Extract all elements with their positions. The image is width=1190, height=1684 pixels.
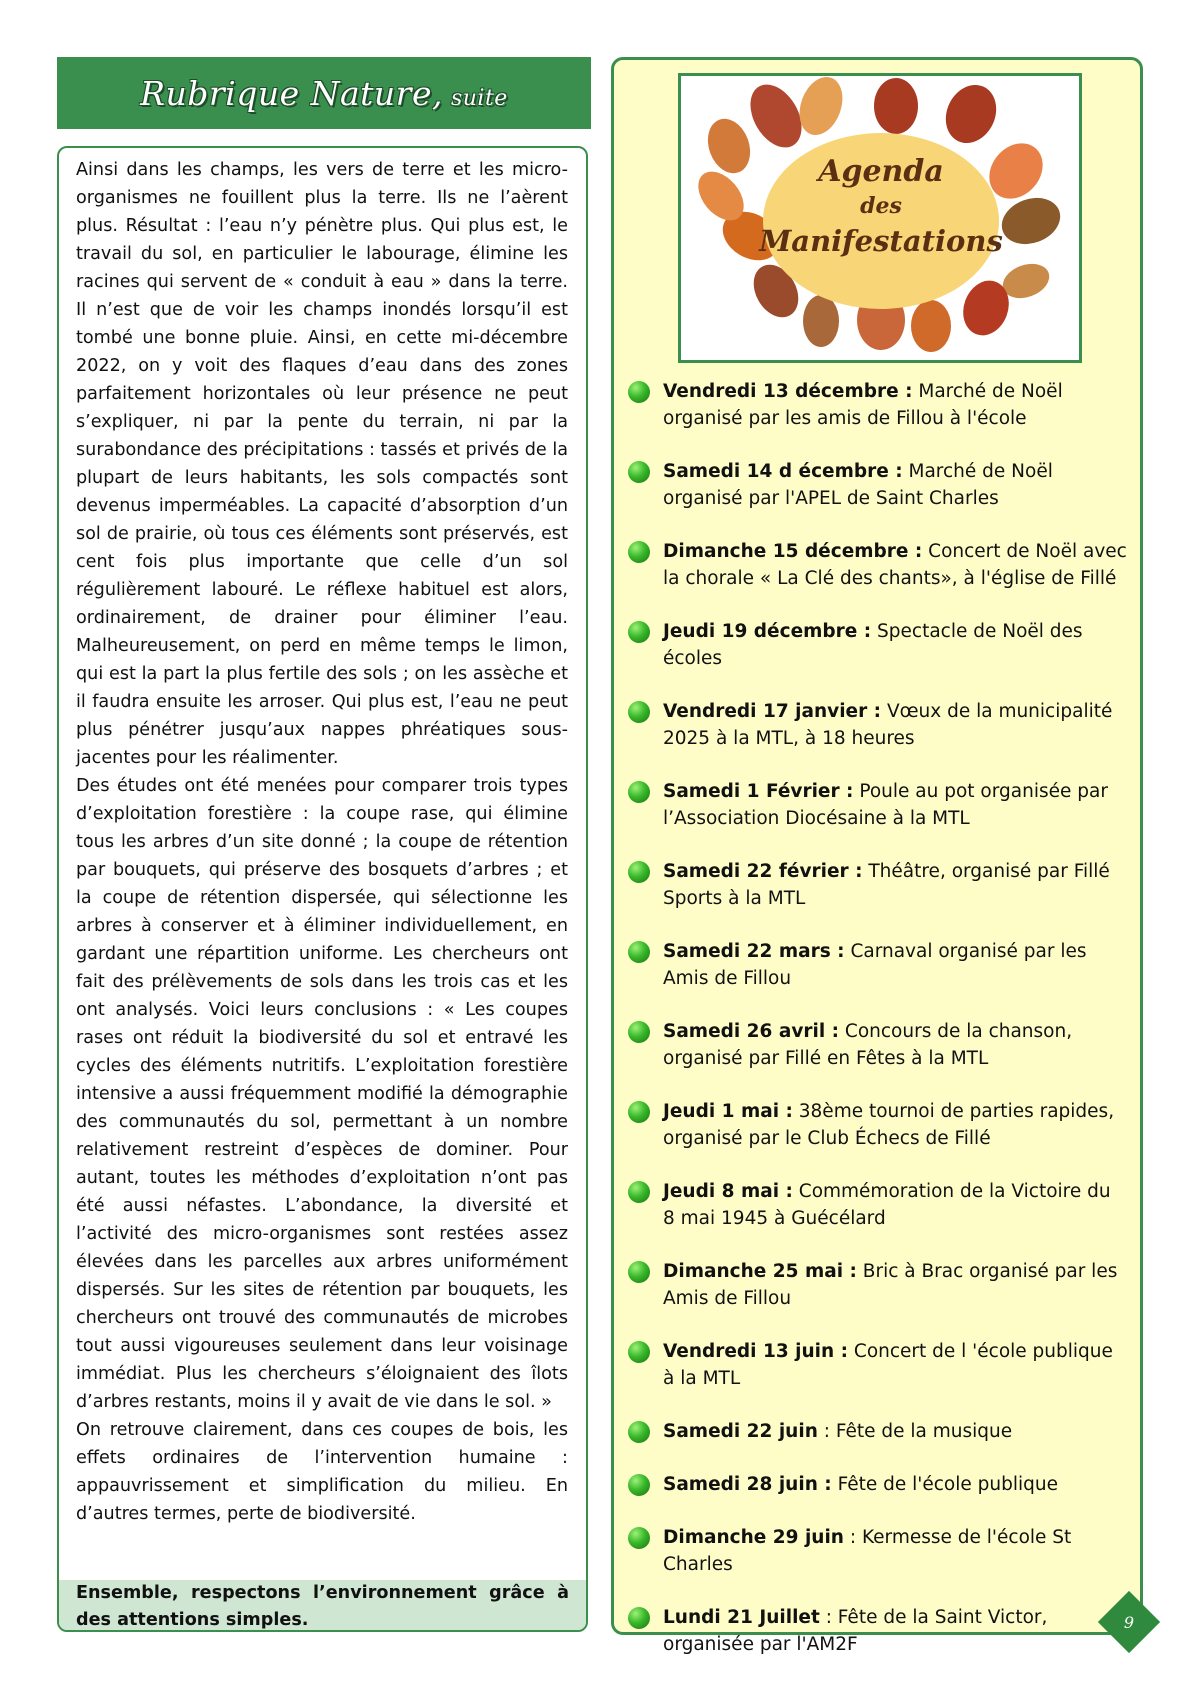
autumn-leaves-wreath xyxy=(681,76,1079,360)
green-bullet-icon xyxy=(628,781,650,803)
event-date: Vendredi 13 décembre : xyxy=(663,381,913,402)
event-description: Vœux de la municipalité 2025 à la MTL, à 18 heures xyxy=(663,701,1113,749)
event-item xyxy=(628,458,1128,512)
event-item xyxy=(628,858,1128,912)
event-item xyxy=(628,1018,1128,1072)
event-item xyxy=(628,1098,1128,1152)
green-bullet-icon xyxy=(628,1021,650,1043)
agenda-title-line3: Manifestations xyxy=(759,224,1003,258)
article-box xyxy=(57,146,588,1632)
event-date: Jeudi 1 mai : xyxy=(663,1101,793,1122)
event-item xyxy=(628,1524,1128,1578)
green-bullet-icon xyxy=(628,1261,650,1283)
agenda-panel xyxy=(611,57,1143,1655)
event-item xyxy=(628,618,1128,672)
section-header xyxy=(57,57,591,129)
event-date: Lundi 21 Juillet xyxy=(663,1607,820,1628)
green-bullet-icon xyxy=(628,1607,650,1629)
article-body xyxy=(76,156,568,1528)
page-number: 9 xyxy=(1123,1612,1135,1632)
green-bullet-icon xyxy=(628,1474,650,1496)
event-item xyxy=(628,698,1128,752)
event-description: Concert de l 'école publique à la MTL xyxy=(663,1341,1113,1389)
event-item xyxy=(628,1418,1128,1445)
event-description: Théâtre, organisé par Fillé Sports à la MTL xyxy=(663,861,1110,909)
green-bullet-icon xyxy=(628,541,650,563)
event-date: Samedi 26 avril : xyxy=(663,1021,840,1042)
event-date: Samedi 1 Février : xyxy=(663,781,854,802)
event-description: Concours de la chanson, organisé par Fillé en Fêtes à la MTL xyxy=(663,1021,1073,1069)
event-date: Dimanche 25 mai : xyxy=(663,1261,857,1282)
green-bullet-icon xyxy=(628,1527,650,1549)
event-date: Samedi 14 d écembre : xyxy=(663,461,903,482)
event-description: : Kermesse de l'école St Charles xyxy=(663,1527,1072,1575)
article-paragraph: On retrouve clairement, dans ces coupes de bois, les effets ordinaires de l’intervention humaine : appauvrissement et simplification du milieu. En d’autres termes, perte de biodiversité. xyxy=(76,1420,568,1524)
event-item xyxy=(628,1258,1128,1312)
event-item xyxy=(628,1471,1128,1498)
event-description: 38ème tournoi de parties rapides, organisé par le Club Échecs de Fillé xyxy=(663,1101,1115,1149)
event-description: Commémoration de la Victoire du 8 mai 1945 à Guécélard xyxy=(663,1181,1111,1229)
event-description: Concert de Noël avec la chorale « La Clé des chants», à l'église de Fillé xyxy=(663,541,1127,589)
event-description: Marché de Noël organisé par l'APEL de Saint Charles xyxy=(663,461,1053,509)
event-item xyxy=(628,378,1128,432)
event-item xyxy=(628,538,1128,592)
agenda-title-line1: Agenda xyxy=(818,154,944,189)
section-title-main: Rubrique Nature, xyxy=(140,73,443,113)
green-bullet-icon xyxy=(628,1101,650,1123)
green-bullet-icon xyxy=(628,461,650,483)
green-bullet-icon xyxy=(628,1181,650,1203)
section-title-suffix: suite xyxy=(450,85,508,111)
event-date: Samedi 22 février : xyxy=(663,861,863,882)
article-conclusion: Ensemble, respectons l’environnement grâce à des attentions simples. xyxy=(59,1580,586,1632)
event-item xyxy=(628,938,1128,992)
agenda-title-line2: des xyxy=(860,193,902,219)
event-item xyxy=(628,778,1128,832)
event-list xyxy=(628,378,1128,1684)
section-title xyxy=(140,74,508,113)
agenda-illustration xyxy=(678,73,1082,363)
green-bullet-icon xyxy=(628,701,650,723)
article-paragraph: Des études ont été menées pour comparer trois types d’exploitation forestière : la coupe rase, qui élimine tous les arbres d’un site donné ; la coupe de rétention par bouquets, qui préserve des bosquets d’arbres ; et la coupe de rétention dispersée, qui sélectionne les arbres à conserver et à éliminer individuellement, en gardant une répartition uniforme. Les chercheurs ont fait des prélèvements de sols dans les trois cas et les ont analysés. Voici leurs conclusions : « Les coupes rases ont réduit la biodiversité du sol et entravé les cycles des éléments nutritifs. L’exploitation forestière intensive a aussi fréquemment modifié la démographie des communautés du sol, permettant à un nombre relativement restreint d’espèces de dominer. Pour autant, toutes les méthodes d’exploitation n’ont pas été aussi néfastes. L’abondance, la diversité et l’activité des micro-organismes sont restées assez élevées dans les parcelles aux arbres uniformément dispersés. Sur les sites de rétention par bouquets, les chercheurs ont trouvé des communautés de microbes tout aussi vigoureuses seulement dans leur voisinage immédiat. Plus les chercheurs s’éloignaient des îlots d’arbres restants, moins il y avait de vie dans le sol. » xyxy=(76,776,568,1412)
event-date: Jeudi 19 décembre : xyxy=(663,621,872,642)
event-description: Carnaval organisé par les Amis de Fillou xyxy=(663,941,1087,989)
green-bullet-icon xyxy=(628,1421,650,1443)
event-description: Poule au pot organisée par l’Association Diocésaine à la MTL xyxy=(663,781,1108,829)
event-description: Bric à Brac organisé par les Amis de Fillou xyxy=(663,1261,1118,1309)
event-date: Samedi 22 mars : xyxy=(663,941,845,962)
event-date: Dimanche 29 juin xyxy=(663,1527,844,1548)
green-bullet-icon xyxy=(628,1341,650,1363)
event-description: Marché de Noël organisé par les amis de Fillou à l'école xyxy=(663,381,1063,429)
event-description: : Fête de la Saint Victor, organisée par l'AM2F xyxy=(663,1607,1048,1655)
event-date: Jeudi 8 mai : xyxy=(663,1181,793,1202)
event-date: Samedi 22 juin xyxy=(663,1421,818,1442)
event-date: Vendredi 17 janvier : xyxy=(663,701,882,722)
green-bullet-icon xyxy=(628,621,650,643)
event-item xyxy=(628,1604,1128,1658)
green-bullet-icon xyxy=(628,861,650,883)
event-description: Fête de l'école publique xyxy=(831,1474,1058,1495)
green-bullet-icon xyxy=(628,941,650,963)
event-date: Vendredi 13 juin : xyxy=(663,1341,849,1362)
event-item xyxy=(628,1338,1128,1392)
article-paragraph: Ainsi dans les champs, les vers de terre et les micro-organismes ne fouillent plus la terre. Ils ne l’aèrent plus. Résultat : l’eau n’y pénètre plus. Qui plus est, le travail du sol, en particulier le labourage, élimine les racines qui servent de « conduit à eau » dans la terre. Il n’est que de voir les champs inondés lorsqu’il est tombé une bonne pluie. Ainsi, en cette mi-décembre 2022, on y voit des flaques d’eau dans des zones parfaitement horizontales où leur présence ne peut s’expliquer, ni par la pente du terrain, ni par la surabondance des précipitations : tassés et privés de la plupart de leurs habitants, les sols compactés sont devenus imperméables. La capacité d’absorption d’un sol de prairie, où tous ces éléments sont préservés, est cent fois plus importante que celle d’un sol régulièrement labouré. Le réflexe habituel est alors, ordinairement, de drainer pour éliminer l’eau. Malheureusement, on perd en même temps le limon, qui est la part la plus fertile des sols ; on les assèche et il faudra ensuite les arroser. Qui plus est, l’eau ne peut plus pénétrer jusqu’aux nappes phréatiques sous-jacentes pour les réalimenter. xyxy=(76,160,568,768)
event-item xyxy=(628,1178,1128,1232)
event-description: Spectacle de Noël des écoles xyxy=(663,621,1083,669)
event-date: Samedi 28 juin : xyxy=(663,1474,832,1495)
event-description: : Fête de la musique xyxy=(817,1421,1013,1442)
green-bullet-icon xyxy=(628,381,650,403)
event-date: Dimanche 15 décembre : xyxy=(663,541,923,562)
